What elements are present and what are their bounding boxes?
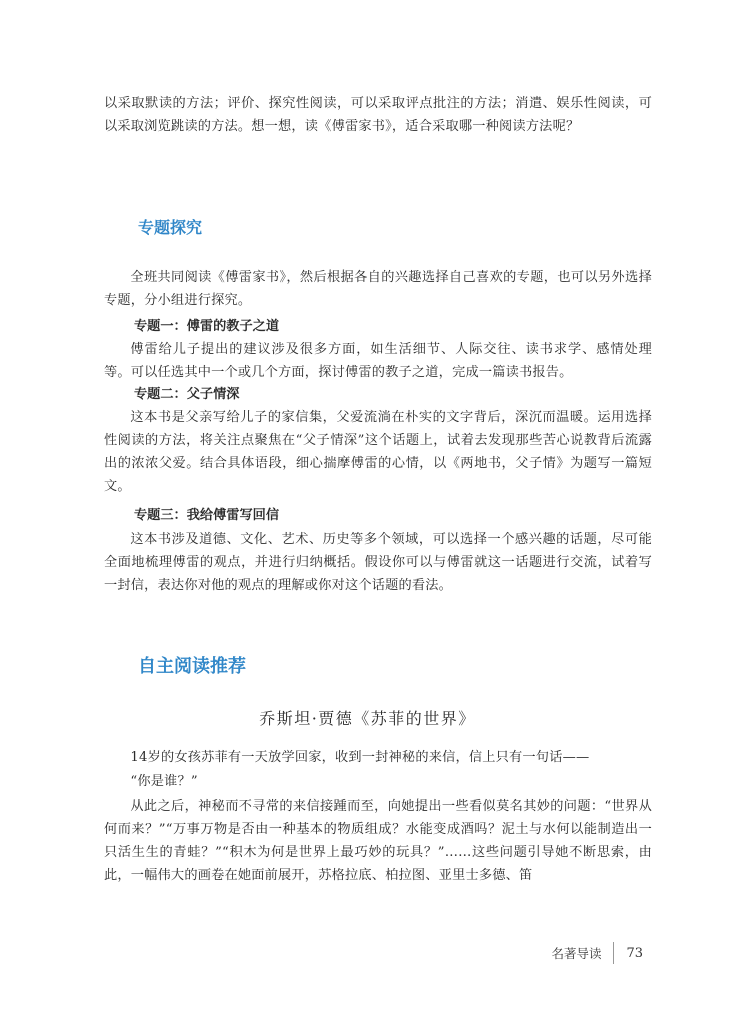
topic3-heading: 专题三：我给傅雷写回信 <box>134 508 280 523</box>
page-footer <box>551 942 643 964</box>
recommend-reading-heading: 自主阅读推荐 <box>138 656 246 677</box>
book-paragraph-2: 从此之后，神秘而不寻常的来信接踵而至，向她提出一些看似莫名其妙的问题：“世界从何而来？”“万事万物是否由一种基本的物质组成？水能变成酒吗？泥土与水何以能制造出一只活生生的青蛙？”“积木为何是世界上最巧妙的玩具？”……这些问题引导她不断思索，由此，一幅伟大的画卷在她面前展开，苏格拉底、柏拉图、亚里士多德、笛 <box>104 799 652 883</box>
footer-divider <box>613 942 614 964</box>
topic2-paragraph: 这本书是父亲写给儿子的家信集，父爱流淌在朴实的文字背后，深沉而温暖。运用选择性阅读的方法，将关注点聚焦在“父子情深”这个话题上，试着去发现那些苦心说教背后流露出的浓浓父爱。结合具体语段，细心揣摩傅雷的心情，以《两地书，父子情》为题写一篇短文。 <box>104 410 652 494</box>
topic3-paragraph: 这本书涉及道德、文化、艺术、历史等多个领域，可以选择一个感兴趣的话题，尽可能全面地梳理傅雷的观点，并进行归纳概括。假设你可以与傅雷就这一话题进行交流，试着写一封信，表达你对他的观点的理解或你对这个话题的看法。 <box>104 532 652 593</box>
page-number: 73 <box>626 945 643 961</box>
topic1-heading: 专题一：傅雷的教子之道 <box>134 319 280 334</box>
intro-paragraph: 以采取默读的方法；评价、探究性阅读，可以采取评点批注的方法；消遣、娱乐性阅读，可以采取浏览跳读的方法。想一想，读《傅雷家书》，适合采取哪一种阅读方法呢？ <box>104 96 652 134</box>
topic2-heading: 专题二：父子情深 <box>134 387 240 402</box>
book-paragraph-1: 14岁的女孩苏菲有一天放学回家，收到一封神秘的来信，信上只有一句话—— <box>130 750 590 765</box>
footer-section-label: 名著导读 <box>551 946 602 961</box>
section-title-topic-research: 专题探究 <box>138 218 203 237</box>
book-title: 乔斯坦·贾德《苏菲的世界》 <box>259 709 476 728</box>
book-quote: “你是谁？” <box>130 774 198 789</box>
topic1-paragraph: 傅雷给儿子提出的建议涉及很多方面，如生活细节、人际交往、读书求学、感情处理等。可以任选其中一个或几个方面，探讨傅雷的教子之道，完成一篇读书报告。 <box>104 342 652 380</box>
section-intro-paragraph: 全班共同阅读《傅雷家书》，然后根据各自的兴趣选择自己喜欢的专题，也可以另外选择专题，分小组进行探究。 <box>104 270 652 308</box>
